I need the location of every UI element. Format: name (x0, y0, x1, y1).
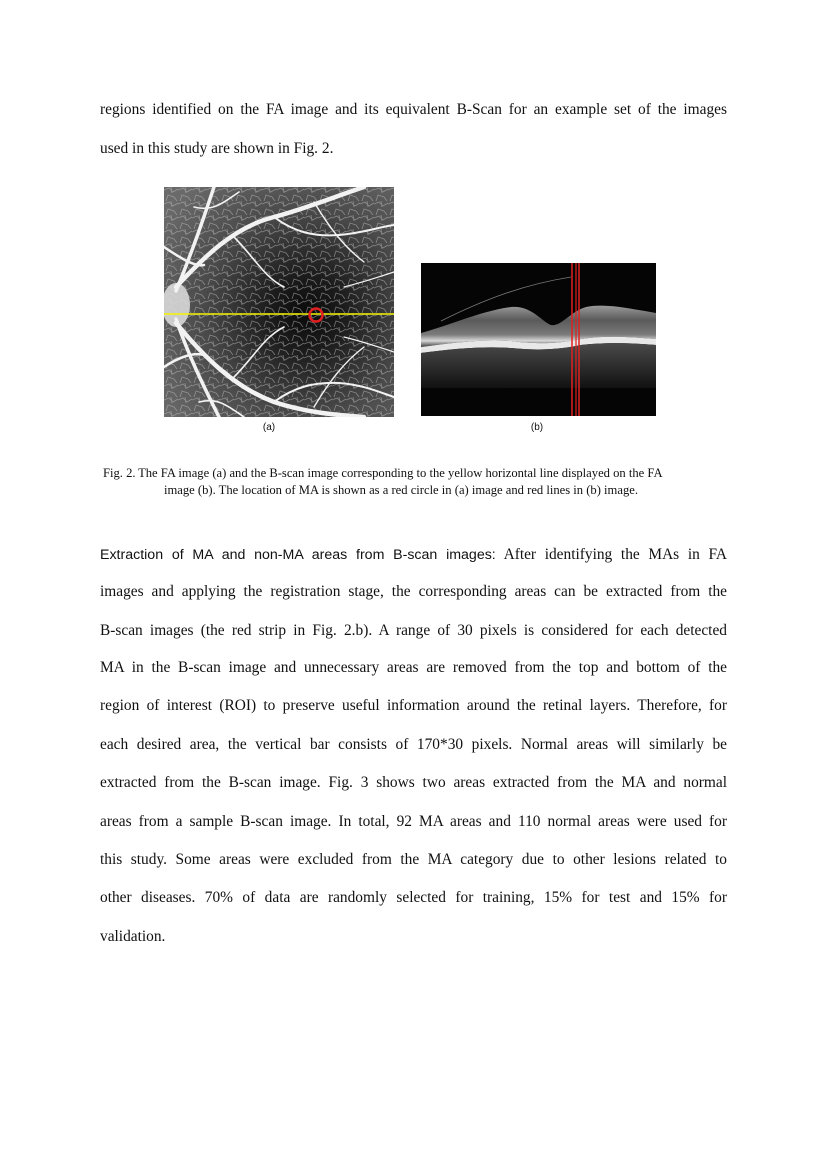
section-line-2: B-scan images (the red strip in Fig. 2.b). A range of 30 pixels is considered for each detected (100, 622, 727, 639)
section-line-6: extracted from the B-scan image. Fig. 3 shows two areas extracted from the MA and normal (100, 774, 727, 791)
section-line-7: areas from a sample B-scan image. In total, 92 MA areas and 110 normal areas were used for (100, 813, 727, 830)
section-line-1: images and applying the registration stage, the corresponding areas can be extracted from the (100, 583, 727, 600)
bscan-image (421, 263, 656, 416)
intro-line-1: regions identified on the FA image and its equivalent B-Scan for an example set of the images (100, 101, 727, 118)
section-line-3: MA in the B-scan image and unnecessary areas are removed from the top and bottom of the (100, 659, 727, 676)
fa-image (164, 187, 394, 417)
section-line-10: validation. (100, 928, 166, 945)
intro-line-2: used in this study are shown in Fig. 2. (100, 140, 334, 157)
section-heading: Extraction of MA and non-MA areas from B-scan images: (100, 547, 496, 563)
figure-caption-line-1: Fig. 2. The FA image (a) and the B-scan image corresponding to the yellow horizontal line displayed on the FA (103, 466, 663, 480)
section-line-0: After identifying the MAs in FA (503, 546, 728, 563)
figure-label-b: (b) (530, 422, 544, 433)
figure-label-a: (a) (262, 422, 276, 433)
section-line-8: this study. Some areas were excluded from the MA category due to other lesions related to (100, 851, 727, 868)
section-first-line (100, 545, 727, 565)
section-line-9: other diseases. 70% of data are randomly selected for training, 15% for test and 15% for (100, 889, 727, 906)
section-line-5: each desired area, the vertical bar consists of 170*30 pixels. Normal areas will similarly be (100, 736, 727, 753)
figure-caption-line-2: image (b). The location of MA is shown as a red circle in (a) image and red lines in (b) image. (164, 483, 638, 497)
section-line-4: region of interest (ROI) to preserve useful information around the retinal layers. Therefore, for (100, 697, 727, 714)
